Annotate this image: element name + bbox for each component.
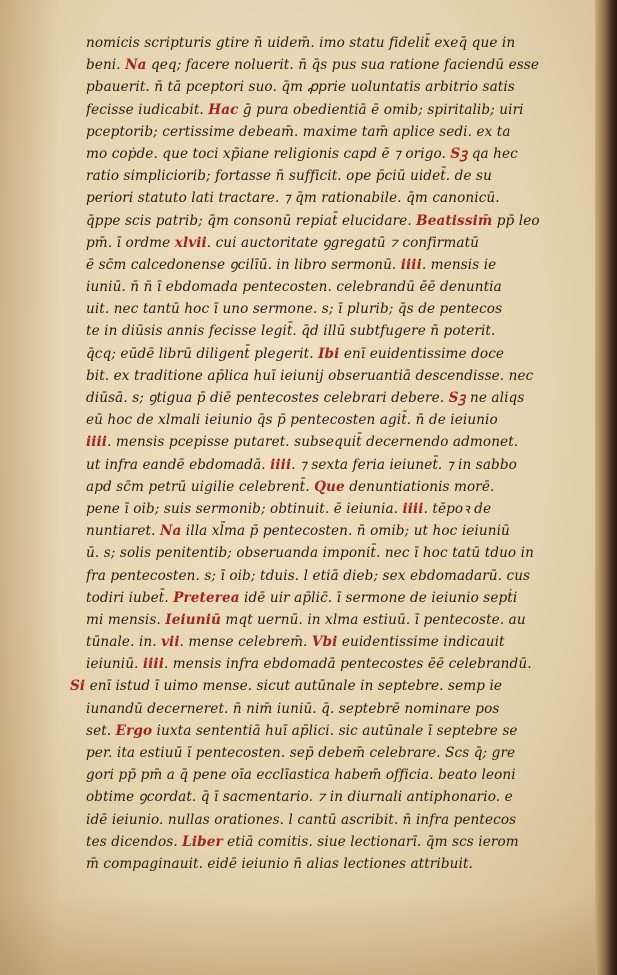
text-line: ieiuniū. iiii. mensis infra ebdomadā pentecostes ēē celebrandū.	[86, 656, 532, 673]
text-line: ut infra eandē ebdomadā. iiii. ⁊ sexta feria ieiunet̄. ⁊ in sabbo	[86, 456, 517, 473]
text-line: m̄ compaginauit. eidē ieiunio n̄ alias lectiones attribuit.	[86, 855, 473, 872]
rubric-mark: Na	[125, 57, 147, 74]
rubric-mark: Beatissim̄	[416, 212, 493, 229]
text-line: mi mensis. Ieiuniū mqt uernū. in xlma estiuū. ī pentecoste. au	[86, 611, 526, 628]
text-line: apd sc̄m petrū uigilie celebrent̄. Que denuntiationis morē.	[86, 478, 495, 495]
binding-gutter	[595, 0, 617, 975]
rubric-mark: Vbi	[311, 634, 338, 651]
rubric-mark: Ieiuniū	[165, 611, 221, 628]
text-line: todiri iubet̄. Preterea idē uir ap̄lic̄. ī sermone de ieiunio sepṫi	[86, 589, 518, 606]
text-line: Si enī istud ī uimo mense. sicut autūnale in septebre. semp ie	[70, 678, 503, 695]
rubric-mark: iiii	[142, 656, 164, 673]
text-line: ū. s; solis penitentib; obseruanda imponit̄. nec ī hoc tatū tduo in	[86, 545, 534, 562]
text-line: mo coṗde. que toci xp̄iane religionis capd ē ⁊ origo. Sꝫ qa hec	[86, 145, 518, 162]
rubric-mark: Liber	[182, 833, 223, 850]
text-line: ratio simpliciorib; fortasse n̄ sufficit. ope p̄ciū uidet̄. de su	[86, 168, 492, 185]
text-line: pene ī oib; suis sermonib; obtinuit. ē ieiunia. iiii. tēpoꝛ de	[86, 500, 492, 517]
text-line: obtime ꝯcordat. q̄ ī sacmentario. ⁊ in diurnali antiphonario. e	[86, 789, 513, 806]
text-line: fecisse iudicabit. Hac ḡ pura obedientiā ē omib; spiritalib; uiri	[86, 101, 524, 118]
rubric-mark: Que	[314, 478, 345, 495]
text-line: periori statuto lati tractare. ⁊ q̄m rationabile. q̄m canonicū.	[86, 190, 500, 207]
rubric-mark: iiii	[402, 500, 424, 517]
rubric-mark: Ibi	[318, 345, 340, 362]
rubric-mark: xlvii	[174, 234, 207, 251]
text-line: iunandū decerneret. n̄ nim̄ iuniū. q̄. septebrē nominare pos	[86, 700, 500, 717]
left-edge-stain	[0, 0, 60, 975]
text-line: bit. ex traditione ap̄lica huī ieiunij obseruantiā descendisse. nec	[86, 367, 534, 384]
text-line: q̄cq; eūdē librū diligent̄ plegerit. Ibi enī euidentissime doce	[86, 345, 505, 362]
text-line: pceptorib; certissime debeam̄. maxime tam̄ aplice sedi. ex ta	[86, 123, 511, 140]
text-line: te in diūsis annis fecisse legit̄. q̄d illū subtfugere n̄ poterit.	[86, 323, 496, 340]
text-line: nuntiaret. Na illa xl̄ma p̄ pentecosten. n̄ omib; ut hoc ieiuniū	[86, 523, 510, 540]
text-line: beni. Na qeq; facere noluerit. n̄ q̄s pus sua ratione faciendū esse	[86, 57, 540, 74]
text-line: gori pp̄ pm̄ a q̄ pene oīa ecclīastica habem̄ officia. beato leoni	[86, 767, 516, 784]
text-line: iuniū. n̄ n̄ ī ebdomada pentecosten. celebrandū ēē denuntia	[86, 279, 502, 296]
rubric-mark: Ergo	[115, 722, 153, 739]
rubric-mark: Si	[70, 678, 86, 695]
rubric-mark: Hac	[208, 101, 239, 118]
text-line: idē ieiunio. nullas orationes. l cantū ascribit. n̄ infra pentecos	[86, 811, 517, 828]
rubric-mark: Na	[159, 523, 182, 540]
text-line: uit. nec tantū hoc ī uno sermone. s; ī plurib; q̄s de pentecos	[86, 301, 503, 318]
text-line: fra pentecosten. s; ī oib; tduis. l etiā dieb; sex ebdomadarū. cus	[86, 567, 531, 584]
rubric-mark: Preterea	[173, 589, 240, 606]
text-line: pbauerit. n̄ tā pceptori suo. q̄m ꝓprie uoluntatis arbitrio satis	[86, 79, 515, 96]
text-line: per. ita estiuū ī pentecosten. sep̄ debem̄ celebrare. Scs q̄; gre	[86, 745, 516, 761]
text-line: ē sc̄m calcedonense ꝯcilīū. in libro sermonū. iiii. mensis ie	[86, 256, 497, 273]
text-line: set. Ergo iuxta sententiā huī ap̄lici. sic autūnale ī septebre se	[86, 722, 518, 739]
text-line: iiii. mensis pcepisse putaret. subsequit̄ decernendo admonet.	[86, 434, 519, 451]
text-line: eū hoc de xlmali ieiunio q̄s p̄ pentecosten agit̄. n̄ de ieiunio	[86, 412, 498, 429]
rubric-mark: Sꝫ	[448, 390, 466, 406]
text-line: diūsā. s; ꝯtigua p̄ diē pentecostes celebrari debere. Sꝫ ne aliqs	[86, 390, 525, 406]
bottom-edge-stain	[0, 895, 617, 975]
rubric-mark: iiii	[86, 434, 108, 451]
rubric-mark: vii	[161, 634, 180, 651]
text-line: nomicis scripturis gtire n̄ uidem̄. imo statu fidelit̄ exeq̄ que in	[86, 35, 516, 51]
text-column	[70, 32, 588, 875]
text-line: q̄ppe scis patrib; q̄m consonū repiat̄ elucidare. Beatissim̄ pp̄ leo	[86, 212, 540, 229]
rubric-mark: Sꝫ	[450, 145, 468, 162]
rubric-mark: iiii	[270, 456, 292, 473]
text-line: tūnale. in. vii. mense celebrem̄. Vbi euidentissime indicauit	[86, 634, 505, 651]
text-line: tes dicendos. Liber etiā comitis. siue lectionarī. q̄m scs ierom	[86, 833, 519, 850]
text-line: pm̄. ī ordme xlvii. cui auctoritate ꝯgregatū ⁊ confirmatū	[86, 234, 479, 251]
rubric-mark: iiii	[400, 256, 422, 273]
